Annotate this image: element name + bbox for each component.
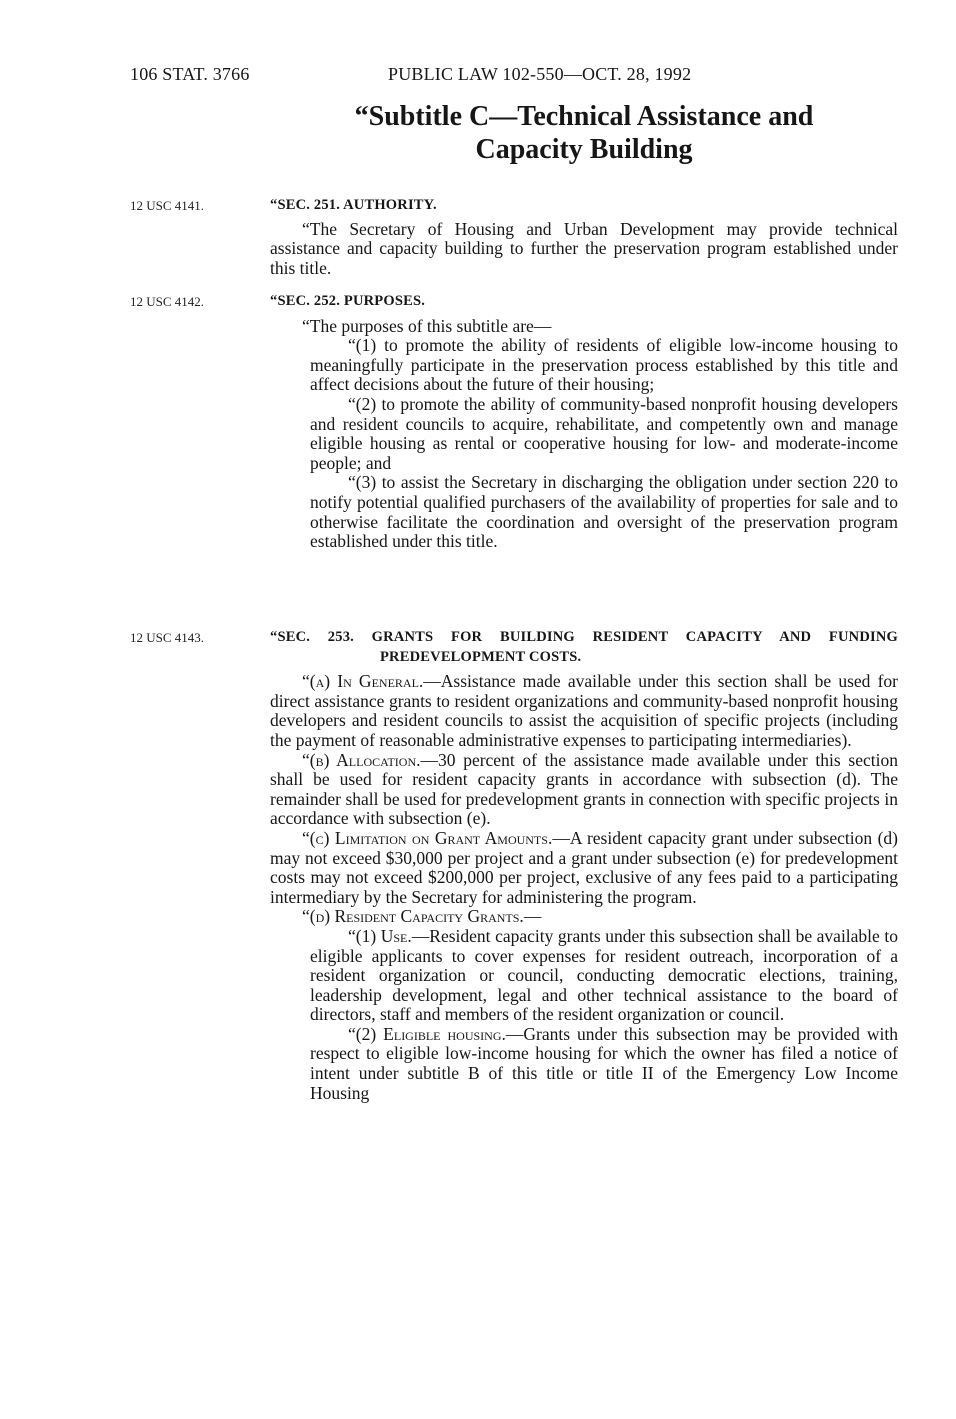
section-251 [270, 196, 898, 278]
subsection-c-text: —A resident capacity grant under subsection (d) may not exceed $30,000 per project and a grant under subsection (e) for predevelopment costs may not exceed $200,000 per project, exclusive of any fees paid to a participating intermediary by the Secretary for administering the program. [270, 827, 899, 907]
subsection-d [270, 907, 898, 927]
subsection-a-text: —Assistance made available under this section shall be used for direct assistance grants to resident organizations and community-based nonprofit housing developers and resident councils to assist the acquisition of specific projects (including the payment of reasonable administrative expenses to participating intermediaries). [270, 671, 899, 750]
paragraph-d1 [270, 927, 898, 1025]
paragraph-d2 [270, 1025, 898, 1103]
usc-note-4141: 12 USC 4141. [130, 198, 205, 213]
public-law-citation: PUBLIC LAW 102-550—OCT. 28, 1992 [388, 64, 692, 84]
subsection-b-text: —30 percent of the assistance made available under this section shall be used for resident capacity grants in accordance with subsection (d). The remainder shall be used for predevelopment grants in connection with specific projects in accordance with subsection (e). [270, 749, 898, 829]
paragraph-d1-text: —Resident capacity grants under this subsection shall be available to eligible applicants to cover expenses for resident outreach, incorporation of a resident organization or council, conducting democratic elections, training, leadership development, legal and other technical assistance to the board of directors, staff and members of the resident organization or council. [310, 925, 898, 1025]
subsection-d-text: — [523, 906, 542, 927]
subtitle-heading-line2: Capacity Building [475, 134, 693, 165]
section-251-heading: “SEC. 251. AUTHORITY. [270, 197, 437, 213]
section-252-para-3: “(3) to assist the Secretary in discharging the obligation under section 220 to notify potential qualified purchasers of the availability of properties for sale and to otherwise facilitate the coordination and oversight of the preservation program established under this title. [310, 472, 898, 552]
subsection-c-label: “(c) Limitation on Grant Amounts. [302, 827, 553, 848]
subsection-c [270, 829, 898, 907]
paragraph-d2-text: —Grants under this subsection may be provided with respect to eligible low-income housing for which the owner has filed a notice of intent under subtitle B of this title or title II of the Emergency Low Income Housing [310, 1023, 898, 1103]
stat-page-number: 106 STAT. 3766 [130, 64, 250, 84]
section-253 [270, 628, 898, 1103]
section-252-para-1: “(1) to promote the ability of residents of eligible low-income housing to meaningfully participate in the preservation process established by this title and affect decisions about the future of their housing; [310, 335, 898, 395]
section-252-heading: “SEC. 252. PURPOSES. [270, 293, 426, 309]
subsection-b [270, 751, 898, 829]
section-253-heading: “SEC. 253. GRANTS FOR BUILDING RESIDENT CAPACITY AND FUNDING PREDEVELOPMENT COSTS. [270, 629, 898, 665]
section-252 [270, 292, 898, 552]
section-252-para-2: “(2) to promote the ability of community-based nonprofit housing developers and resident councils to acquire, rehabilitate, and competently own and manage eligible housing as rental or cooperative housing for low- and moderate-income people; and [310, 393, 898, 473]
subtitle-heading [270, 100, 898, 166]
section-251-text: “The Secretary of Housing and Urban Development may provide technical assistance and capacity building to further the preservation program established under this title. [270, 218, 898, 278]
paragraph-d2-label: “(2) Eligible housing. [348, 1023, 506, 1044]
paragraph-d1-label: “(1) Use. [348, 925, 412, 946]
subsection-a [270, 672, 898, 750]
subsection-b-label: “(b) Allocation. [302, 749, 421, 770]
usc-note-4143: 12 USC 4143. [130, 630, 205, 645]
subtitle-heading-line1: “Subtitle C—Technical Assistance and [354, 101, 814, 132]
subsection-a-label: “(a) In General. [302, 671, 424, 692]
subsection-d-label: “(d) Resident Capacity Grants. [302, 906, 524, 927]
section-252-intro: “The purposes of this subtitle are— [302, 315, 552, 336]
usc-note-4142: 12 USC 4142. [130, 294, 205, 309]
